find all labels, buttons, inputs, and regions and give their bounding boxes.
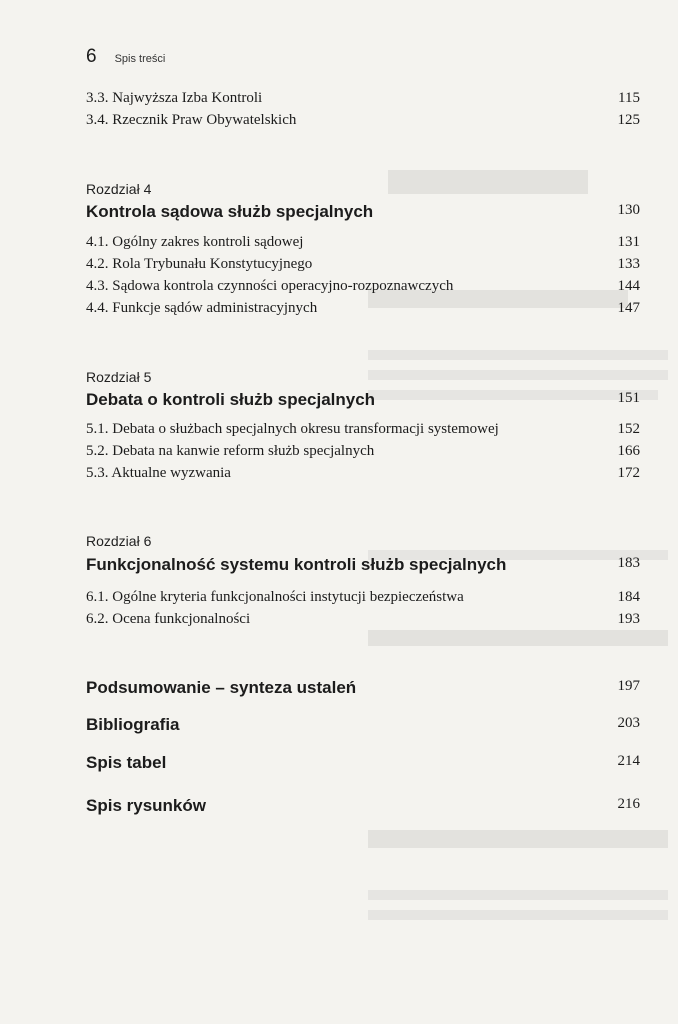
toc-entry-text: 6.2. Ocena funkcjonalności [86,611,251,627]
toc-entry-page: 152 [617,421,640,437]
end-section-title: Podsumowanie – synteza ustaleń [86,678,357,697]
toc-entry-text: 5.1. Debata o służbach specjalnych okresu transformacji systemowej [86,421,499,437]
toc-entry-page: 125 [617,112,640,128]
toc-entry-text: 3.3. Najwyższa Izba Kontroli [86,90,263,106]
toc-entry-page: 172 [617,465,640,481]
toc-entry-page: 147 [617,300,640,316]
end-section-title: Spis rysunków [86,796,206,815]
chapter-page: 151 [617,390,640,406]
toc-entry-text: 4.2. Rola Trybunału Konstytucyjnego [86,256,313,272]
toc-entry-text: 4.1. Ogólny zakres kontroli sądowej [86,234,304,250]
end-section-page: 214 [617,753,640,769]
toc-entry-page: 115 [618,90,640,106]
chapter-title: Funkcjonalność systemu kontroli służb specjalnych [86,555,507,574]
end-section-title: Bibliografia [86,715,180,734]
end-section-page: 216 [617,796,640,812]
chapter-title: Debata o kontroli służb specjalnych [86,390,376,409]
end-section-title: Spis tabel [86,753,167,772]
toc-entry-page: 133 [617,256,640,272]
header-page-number: 6 [86,46,97,67]
toc-entry-text: 6.1. Ogólne kryteria funkcjonalności instytucji bezpieczeństwa [86,589,464,605]
toc-entry-text: 4.4. Funkcje sądów administracyjnych [86,300,318,316]
toc-entry-text: 5.3. Aktualne wyzwania [86,465,231,481]
chapter-page: 130 [617,202,640,218]
toc-entry-text: 3.4. Rzecznik Praw Obywatelskich [86,112,297,128]
chapter-label: Rozdział 6 [86,533,152,549]
toc-entry-page: 193 [617,611,640,627]
toc-entry-page: 131 [617,234,640,250]
header-title: Spis treści [114,53,166,65]
running-header [86,46,165,68]
end-section-page: 197 [617,678,640,694]
chapter-label: Rozdział 5 [86,369,152,385]
end-section-page: 203 [617,715,640,731]
chapter-title: Kontrola sądowa służb specjalnych [86,202,374,221]
toc-entry-text: 4.3. Sądowa kontrola czynności operacyjno-rozpoznawczych [86,278,454,294]
toc-entry-page: 166 [617,443,640,459]
toc-entry-text: 5.2. Debata na kanwie reform służb specjalnych [86,443,375,459]
chapter-page: 183 [617,555,640,571]
toc-entry-page: 184 [617,589,640,605]
chapter-label: Rozdział 4 [86,181,152,197]
toc-entry-page: 144 [617,278,640,294]
